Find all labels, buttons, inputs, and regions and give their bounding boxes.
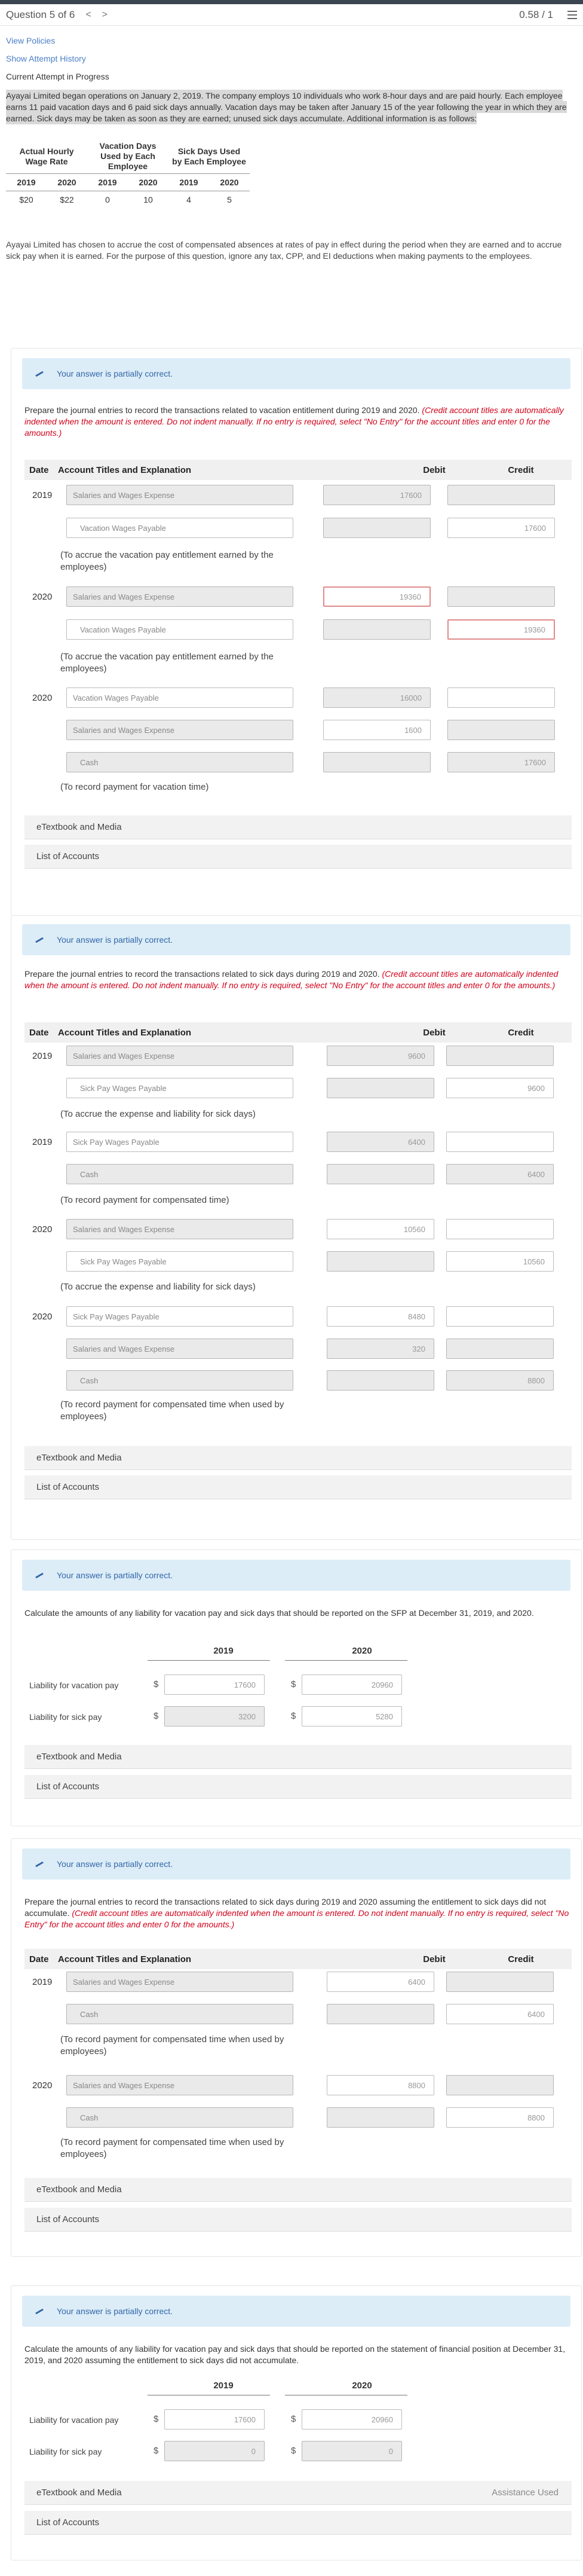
value-cell: $20 — [19, 195, 33, 204]
problem-statement: Ayayai Limited began operations on January 2, 2019. The company employs 10 individuals who work 8-hour days and are paid hourly. Each employee earns 11 paid vacation days and 6 paid sick days annually. Vacation days may be taken after January 15 of the year following the year in which they are earned. Sick days may be taken as soon as they are earned; unused sick days accumulate. Additional information is as follows: — [6, 91, 567, 123]
debit-input[interactable]: 1600 — [323, 720, 431, 740]
credit-input[interactable] — [446, 1046, 554, 1066]
account-select[interactable]: Salaries and Wages Expense — [66, 2075, 293, 2095]
value-cell: 0 — [105, 195, 110, 204]
credit-input[interactable] — [446, 2075, 554, 2095]
part-liability-accumulate — [11, 1550, 582, 1826]
dollar-sign: $ — [154, 2446, 159, 2456]
debit-input[interactable] — [323, 518, 431, 538]
list-of-accounts-link[interactable]: List of Accounts — [24, 1775, 572, 1799]
info-table — [6, 139, 250, 208]
credit-input[interactable] — [446, 1132, 554, 1152]
credit-input[interactable] — [447, 586, 555, 607]
row-label: Liability for vacation pay — [29, 1680, 119, 1690]
debit-input[interactable]: 8480 — [327, 1306, 434, 1327]
entry-explanation: (To accrue the vacation pay entitlement earned by the employees) — [60, 550, 274, 572]
debit-input[interactable] — [327, 2004, 434, 2024]
part-liability-not-accumulate — [11, 2285, 582, 2560]
column-2019: 2019 — [213, 1646, 234, 1656]
journal-table-header: Date Account Titles and Explanation Debit Credit — [24, 460, 572, 480]
entry-explanation: (To record payment for compensated time when used by employees) — [60, 2137, 284, 2159]
account-select[interactable]: Salaries and Wages Expense — [66, 586, 293, 607]
credit-input[interactable] — [447, 720, 555, 740]
instructions: Prepare the journal entries to record the transactions related to sick days during 2019 and 2020 assuming the entitlement to sick days did not accumulate. (Credit account titles are automatically indented when the amount is entered. Do not indent manually. If no entry is required, select "No Entry" for the account titles and enter 0 for the amounts.) — [24, 1897, 569, 1929]
debit-input[interactable]: 320 — [327, 1339, 434, 1359]
entry-explanation: (To accrue the vacation pay entitlement earned by the employees) — [60, 652, 274, 674]
debit-input[interactable]: 8800 — [327, 2075, 434, 2095]
debit-input[interactable]: 17600 — [323, 485, 431, 505]
list-of-accounts-link[interactable]: List of Accounts — [24, 845, 572, 869]
value-cell: 4 — [186, 195, 191, 204]
partial-correct-alert: Your answer is partially correct. — [22, 1560, 570, 1591]
liability-vacation-2019-input[interactable]: 17600 — [164, 1674, 265, 1695]
dollar-sign: $ — [291, 1711, 296, 1721]
column-2020: 2020 — [352, 1646, 372, 1656]
debit-input[interactable]: 6400 — [327, 1972, 434, 1992]
debit-input[interactable] — [327, 1078, 434, 1098]
account-select[interactable]: Sick Pay Wages Payable — [66, 1251, 293, 1272]
credit-input[interactable] — [447, 485, 555, 505]
liability-sick-2020-input[interactable]: 5280 — [302, 1706, 402, 1726]
credit-input[interactable]: 8800 — [446, 1370, 554, 1391]
entry-date: 2020 — [32, 2080, 53, 2091]
account-select[interactable]: Vacation Wages Payable — [66, 619, 293, 640]
next-question-button[interactable]: > — [102, 9, 108, 20]
dollar-sign: $ — [154, 2414, 159, 2424]
debit-input[interactable]: 19360 — [323, 586, 431, 607]
etextbook-link[interactable]: eTextbook and Media — [24, 815, 572, 839]
year-cell: 2020 — [47, 174, 87, 191]
column-2020: 2020 — [352, 2381, 372, 2391]
value-cell: 5 — [227, 195, 232, 204]
partial-correct-alert: Your answer is partially correct. — [22, 2296, 570, 2327]
entry-explanation: (To record payment for vacation time) — [60, 782, 209, 792]
debit-input[interactable]: 16000 — [323, 687, 431, 708]
etextbook-link[interactable]: eTextbook and Media Assistance Used — [24, 2481, 572, 2505]
liability-vacation-2019-input[interactable]: 17600 — [164, 2409, 265, 2430]
instructions: Calculate the amounts of any liability for vacation pay and sick days that should be reported on the statement of financial position at December 31, 2019, and 2020 assuming the entitlement to sick days did not accumulate. — [24, 2344, 566, 2365]
debit-input[interactable] — [323, 619, 431, 640]
journal-table-header: Date Account Titles and Explanation Debit Credit — [24, 1949, 572, 1969]
entry-date: 2019 — [32, 490, 53, 500]
credit-input[interactable] — [447, 687, 555, 708]
part-sick-day-entries — [11, 915, 582, 1540]
account-select[interactable]: Cash — [66, 2004, 293, 2024]
problem-statement-2: Ayayai Limited has chosen to accrue the cost of compensated absences at rates of pay in effect during the period when they are earned and to accrue sick pay when it is earned. For the purpose of this question, ignore any tax, CPP, and EI deductions when making payments to the employees. — [6, 240, 562, 261]
pencil-icon — [35, 2308, 45, 2315]
top-bar — [0, 0, 583, 4]
current-attempt-label: Current Attempt in Progress — [6, 72, 109, 81]
journal-table-header: Date Account Titles and Explanation Debit Credit — [24, 1022, 572, 1043]
row-label: Liability for vacation pay — [29, 2415, 119, 2425]
year-cell: 2019 — [6, 174, 47, 191]
account-select[interactable]: Sick Pay Wages Payable — [66, 1306, 293, 1327]
list-of-accounts-link[interactable]: List of Accounts — [24, 2511, 572, 2535]
account-select[interactable]: Salaries and Wages Expense — [66, 1972, 293, 1992]
view-policies-link[interactable]: View Policies — [6, 36, 56, 45]
value-cell: $22 — [60, 195, 74, 204]
dollar-sign: $ — [291, 2414, 296, 2424]
instructions: Calculate the amounts of any liability for vacation pay and sick days that should be reported on the SFP at December 31, 2019, and 2020. — [24, 1608, 534, 1618]
year-cell: 2019 — [168, 174, 209, 191]
dollar-sign: $ — [291, 1679, 296, 1689]
credit-input[interactable]: 9600 — [446, 1078, 554, 1098]
attempt-links — [0, 26, 583, 85]
sick-days-header: Sick Days Used by Each Employee — [168, 139, 250, 174]
year-cell: 2020 — [128, 174, 168, 191]
credit-input[interactable]: 8800 — [446, 2107, 554, 2128]
pencil-icon — [35, 370, 45, 377]
credit-input[interactable] — [446, 1972, 554, 1992]
credit-input[interactable]: 10560 — [446, 1251, 554, 1272]
account-select[interactable]: Cash — [66, 1370, 293, 1391]
account-select[interactable]: Salaries and Wages Expense — [66, 1046, 293, 1066]
instructions: Prepare the journal entries to record the transactions related to sick days during 2019 and 2020. (Credit account titles are automatically indented when the amount is entered. Do not indent manually. If no entry is required, select "No Entry" for the account titles and enter 0 for the amounts.) — [24, 969, 559, 990]
debit-input[interactable] — [327, 1370, 434, 1391]
dollar-sign: $ — [291, 2446, 296, 2456]
question-header — [0, 4, 583, 26]
account-select[interactable]: Salaries and Wages Expense — [66, 485, 293, 505]
pencil-icon — [35, 1860, 45, 1868]
liability-vacation-2020-input[interactable]: 20960 — [302, 1674, 402, 1695]
row-label: Liability for sick pay — [29, 1712, 102, 1722]
credit-input[interactable]: 19360 — [447, 619, 555, 640]
entry-explanation: (To accrue the expense and liability for sick days) — [60, 1282, 256, 1292]
liability-sick-2020-input[interactable]: 0 — [302, 2441, 402, 2461]
instructions: Prepare the journal entries to record the transactions related to vacation entitlement during 2019 and 2020. (Credit account titles are automatically indented when the amount is entered. Do not indent manually. If no entry is required, select "No Entry" for the account titles and enter 0 for the amounts.) — [24, 405, 564, 438]
liability-sick-2019-input[interactable]: 0 — [164, 2441, 265, 2461]
entry-explanation: (To record payment for compensated time) — [60, 1195, 229, 1205]
liability-sick-2019-input[interactable]: 3200 — [164, 1706, 265, 1726]
account-select[interactable]: Salaries and Wages Expense — [66, 1339, 293, 1359]
partial-correct-alert: Your answer is partially correct. — [22, 924, 570, 955]
account-select[interactable]: Salaries and Wages Expense — [66, 720, 293, 740]
etextbook-link[interactable]: eTextbook and Media — [24, 1745, 572, 1769]
credit-input[interactable]: 6400 — [446, 2004, 554, 2024]
row-label: Liability for sick pay — [29, 2447, 102, 2456]
entry-date: 2019 — [32, 1137, 53, 1147]
account-select[interactable]: Vacation Wages Payable — [66, 518, 293, 538]
debit-input[interactable]: 6400 — [327, 1132, 434, 1152]
part-vacation-entries — [11, 348, 582, 916]
part-sick-days-not-accumulate — [11, 1838, 582, 2257]
credit-input[interactable] — [446, 1219, 554, 1239]
debit-input[interactable]: 9600 — [327, 1046, 434, 1066]
assistance-used-label: Assistance Used — [492, 2488, 559, 2498]
previous-question-button[interactable]: < — [85, 9, 91, 20]
account-select[interactable]: Cash — [66, 2107, 293, 2128]
vacation-days-header: Vacation Days Used by Each Employee — [87, 139, 168, 174]
credit-input[interactable] — [446, 1339, 554, 1359]
entry-date: 2020 — [32, 693, 53, 703]
partial-correct-alert: Your answer is partially correct. — [22, 1848, 570, 1880]
score: 0.58 / 1 — [519, 8, 553, 20]
entry-explanation: (To record payment for compensated time when used by employees) — [60, 1399, 284, 1422]
entry-date: 2020 — [32, 592, 53, 602]
account-select[interactable]: Cash — [66, 752, 293, 772]
year-cell: 2019 — [87, 174, 128, 191]
entry-date: 2020 — [32, 1224, 53, 1234]
question-title: Question 5 of 6 — [6, 8, 75, 20]
pencil-icon — [35, 936, 45, 943]
credit-input[interactable]: 17600 — [447, 752, 555, 772]
etextbook-link[interactable]: eTextbook and Media — [24, 2178, 572, 2202]
dollar-sign: $ — [154, 1711, 159, 1721]
account-select[interactable]: Salaries and Wages Expense — [66, 1219, 293, 1239]
year-cell: 2020 — [209, 174, 250, 191]
question-list-icon[interactable] — [567, 11, 577, 19]
show-attempt-history-link[interactable]: Show Attempt History — [6, 54, 86, 63]
value-cell: 10 — [143, 195, 153, 204]
account-select[interactable]: Sick Pay Wages Payable — [66, 1078, 293, 1098]
list-of-accounts-link[interactable]: List of Accounts — [24, 1475, 572, 1499]
debit-input[interactable]: 10560 — [327, 1219, 434, 1239]
credit-input[interactable] — [446, 1306, 554, 1327]
entry-date: 2020 — [32, 1312, 53, 1322]
account-select[interactable]: Sick Pay Wages Payable — [66, 1132, 293, 1152]
etextbook-link[interactable]: eTextbook and Media — [24, 1446, 572, 1470]
debit-input[interactable] — [327, 1164, 434, 1184]
hourly-wage-header: Actual Hourly Wage Rate — [6, 139, 87, 174]
account-select[interactable]: Vacation Wages Payable — [66, 687, 293, 708]
dollar-sign: $ — [154, 1679, 159, 1689]
credit-input[interactable]: 6400 — [446, 1164, 554, 1184]
entry-explanation: (To accrue the expense and liability for sick days) — [60, 1109, 256, 1119]
debit-input[interactable] — [327, 1251, 434, 1272]
entry-explanation: (To record payment for compensated time when used by employees) — [60, 2034, 284, 2056]
account-select[interactable]: Cash — [66, 1164, 293, 1184]
debit-input[interactable] — [327, 2107, 434, 2128]
partial-correct-alert: Your answer is partially correct. — [22, 358, 570, 389]
column-2019: 2019 — [213, 2381, 234, 2391]
entry-date: 2019 — [32, 1051, 53, 1061]
list-of-accounts-link[interactable]: List of Accounts — [24, 2208, 572, 2232]
entry-date: 2019 — [32, 1977, 53, 1987]
liability-vacation-2020-input[interactable]: 20960 — [302, 2409, 402, 2430]
pencil-icon — [35, 1572, 45, 1579]
credit-input[interactable]: 17600 — [447, 518, 555, 538]
debit-input[interactable] — [323, 752, 431, 772]
